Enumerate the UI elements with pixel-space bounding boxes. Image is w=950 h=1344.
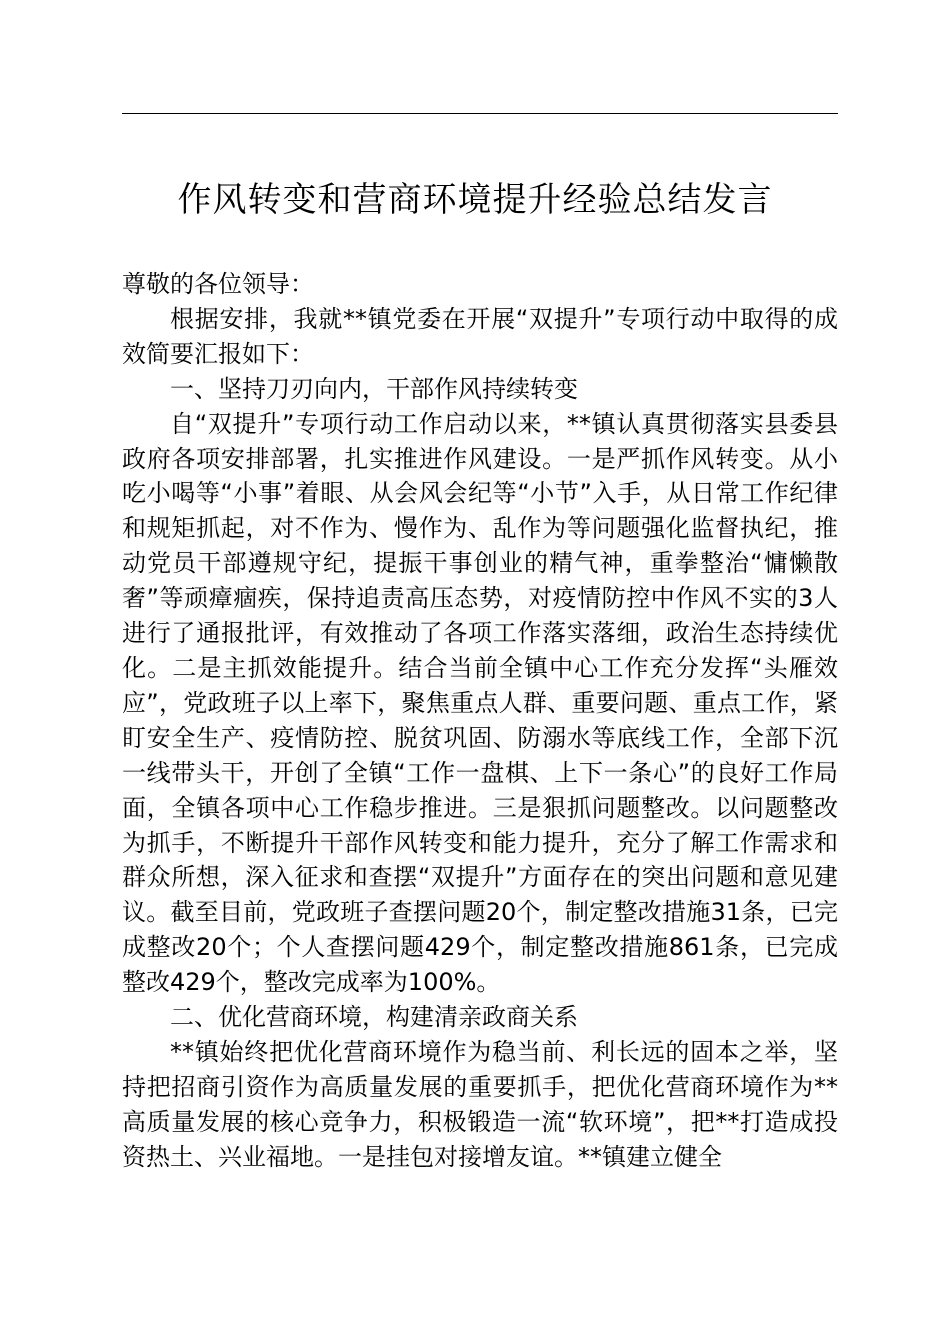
header-rule <box>122 113 838 114</box>
section-heading-1: 一、坚持刀刃向内，干部作风持续转变 <box>170 374 578 403</box>
paragraph-section-1: 自“双提升”专项行动工作启动以来，**镇认真贯彻落实县委县政府各项安排部署，扎实推进作风建设。一是严抓作风转变。从小吃小喝等“小事”着眼、从会风会纪等“小节”入手，从日常工作纪律和规矩抓起，对不作为、慢作为、乱作为等问题强化监督执纪，推动党员干部遵规守纪，提振干事创业的精气神，重拳整治“慵懒散奢”等顽瘴痼疾，保持追责高压态势，对疫情防控中作风不实的3人进行了通报批评，有效推动了各项工作落实落细，政治生态持续优化。二是主抓效能提升。结合当前全镇中心工作充分发挥“头雁效应”，党政班子以上率下，聚焦重点人群、重要问题、重点工作，紧盯安全生产、疫情防控、脱贫巩固、防溺水等底线工作，全部下沉一线带头干，开创了全镇“工作一盘棋、上下一条心”的良好工作局面，全镇各项中心工作稳步推进。三是狠抓问题整改。以问题整改为抓手，不断提升干部作风转变和能力提升，充分了解工作需求和群众所想，深入征求和查摆“双提升”方面存在的突出问题和意见建议。截至目前，党政班子查摆问题20个，制定整改措施31条，已完成整改20个；个人查摆问题429个，制定整改措施861条，已完成整改429个，整改完成率为100%。 <box>122 409 838 997</box>
paragraph-intro: 根据安排，我就**镇党委在开展“双提升”专项行动中取得的成效简要汇报如下： <box>122 304 838 368</box>
document-body <box>122 267 838 1175</box>
salutation: 尊敬的各位领导： <box>122 270 314 298</box>
paragraph-section-2: **镇始终把优化营商环境作为稳当前、利长远的固本之举，坚持把招商引资作为高质量发展的重要抓手，把优化营商环境作为**高质量发展的核心竞争力，积极锻造一流“软环境”，把**打造成投资热土、兴业福地。一是挂包对接增友谊。**镇建立健全 <box>122 1037 838 1171</box>
document-title: 作风转变和营商环境提升经验总结发言 <box>177 180 773 220</box>
section-heading-2: 二、优化营商环境，构建清亲政商关系 <box>170 1003 578 1032</box>
